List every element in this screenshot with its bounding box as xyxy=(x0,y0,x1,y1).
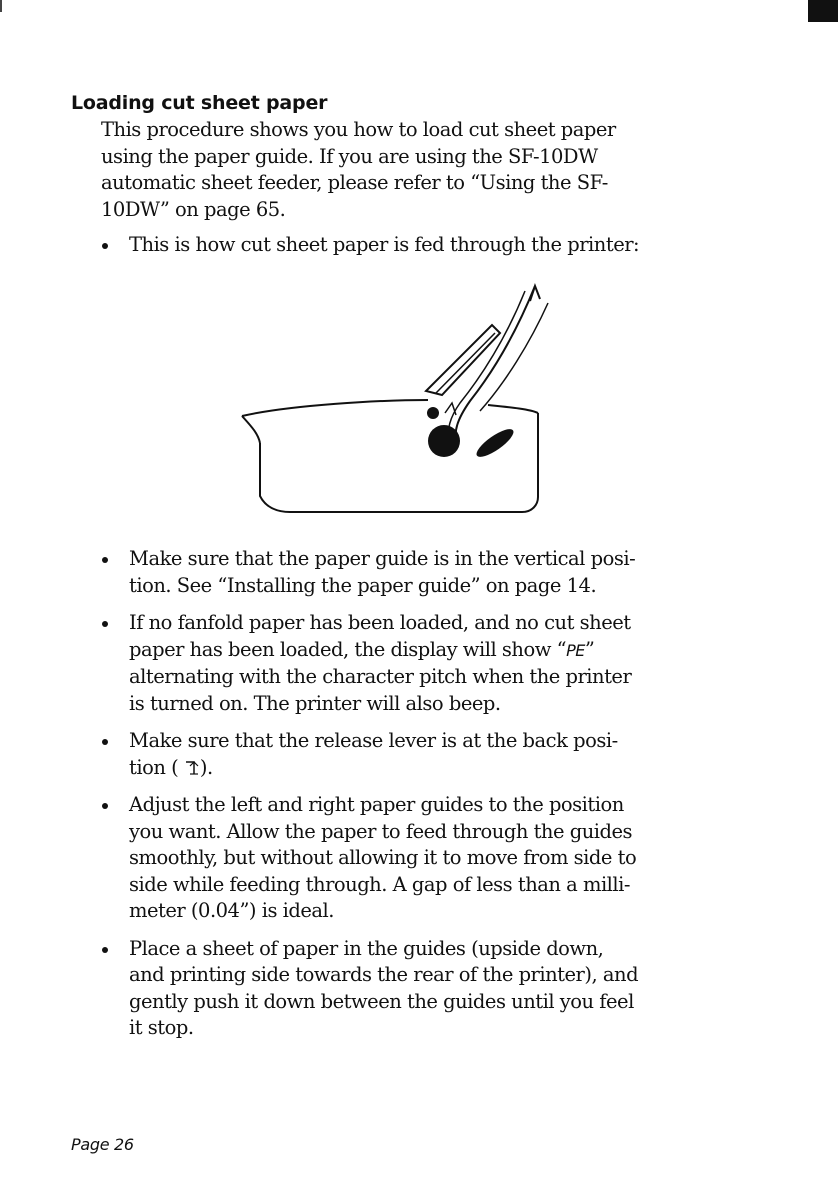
bullet-list-steps xyxy=(101,546,711,1042)
bullet-line: gently push it down between the guides until you feel xyxy=(129,989,634,1013)
paper-sheet xyxy=(456,286,535,445)
bullet-line: Adjust the left and right paper guides to the position xyxy=(129,793,624,816)
intro-line: 10DW” on page 65. xyxy=(101,197,286,221)
paper-sheet-rear xyxy=(480,303,548,411)
scan-edge-mark xyxy=(0,0,2,12)
release-lever-back-icon xyxy=(184,758,200,776)
small-roller xyxy=(427,407,439,419)
display-code: PE xyxy=(566,640,585,660)
bullet-line: Make sure that the paper guide is in the vertical posi- xyxy=(129,547,636,570)
bullet-paper-path: This is how cut sheet paper is fed through the printer: xyxy=(101,232,711,259)
intro-line: automatic sheet feeder, please refer to “Using the SF- xyxy=(101,171,608,194)
bullet-release-lever xyxy=(101,728,711,781)
bullet-line: and printing side towards the rear of the printer), and xyxy=(129,963,639,986)
bullet-line: alternating with the character pitch when the printer xyxy=(129,665,632,688)
bullet-list-top xyxy=(101,232,711,259)
bullet-line: meter (0.04”) is ideal. xyxy=(129,899,334,922)
printer-body-outline xyxy=(242,400,428,416)
bullet-line: you want. Allow the paper to feed through the guides xyxy=(129,819,633,843)
bullet-text: paper has been loaded, the display will show “ xyxy=(129,637,567,661)
bullet-line xyxy=(129,637,711,665)
bullet-line: If no fanfold paper has been loaded, and no cut sheet xyxy=(129,611,631,634)
bullet-line: is turned on. The printer will also beep. xyxy=(129,691,501,715)
printer-lid-edge xyxy=(242,416,260,443)
printer-paper-path-illustration xyxy=(230,283,560,523)
bullet-line: smoothly, but without allowing it to move from side to xyxy=(129,846,637,869)
platen-roller xyxy=(428,425,460,457)
page-number: Page 26 xyxy=(71,1135,134,1154)
paper-guide-inner xyxy=(436,333,495,393)
bullet-text: ” xyxy=(584,637,595,661)
intro-line: using the paper guide. If you are using the SF-10DW xyxy=(101,144,598,168)
intro-paragraph xyxy=(101,117,711,223)
bullet-paper-guide xyxy=(101,546,711,599)
paper-guide-plate xyxy=(426,325,500,395)
bullet-line: it stop. xyxy=(129,1016,194,1039)
bullet-line xyxy=(129,755,711,782)
paper-arrow xyxy=(530,286,540,301)
printer-rear-edge xyxy=(488,405,538,413)
bullet-line: side while feeding through. A gap of less than a milli- xyxy=(129,872,630,896)
scan-corner-mark xyxy=(808,0,838,22)
bullet-fanfold xyxy=(101,610,711,717)
bail-roller xyxy=(473,425,517,462)
bullet-text: ). xyxy=(199,755,213,779)
bullet-adjust-guides xyxy=(101,792,711,925)
bullet-line: Make sure that the release lever is at the back posi- xyxy=(129,729,618,752)
intro-line: This procedure shows you how to load cut sheet paper xyxy=(101,118,616,141)
bullet-place-sheet xyxy=(101,936,711,1042)
bullet-line: Place a sheet of paper in the guides (upside down, xyxy=(129,936,604,960)
section-heading: Loading cut sheet paper xyxy=(71,92,328,114)
bullet-line: tion. See “Installing the paper guide” on page 14. xyxy=(129,573,597,597)
printer-front xyxy=(260,413,538,512)
bullet-text: tion ( xyxy=(129,755,179,779)
